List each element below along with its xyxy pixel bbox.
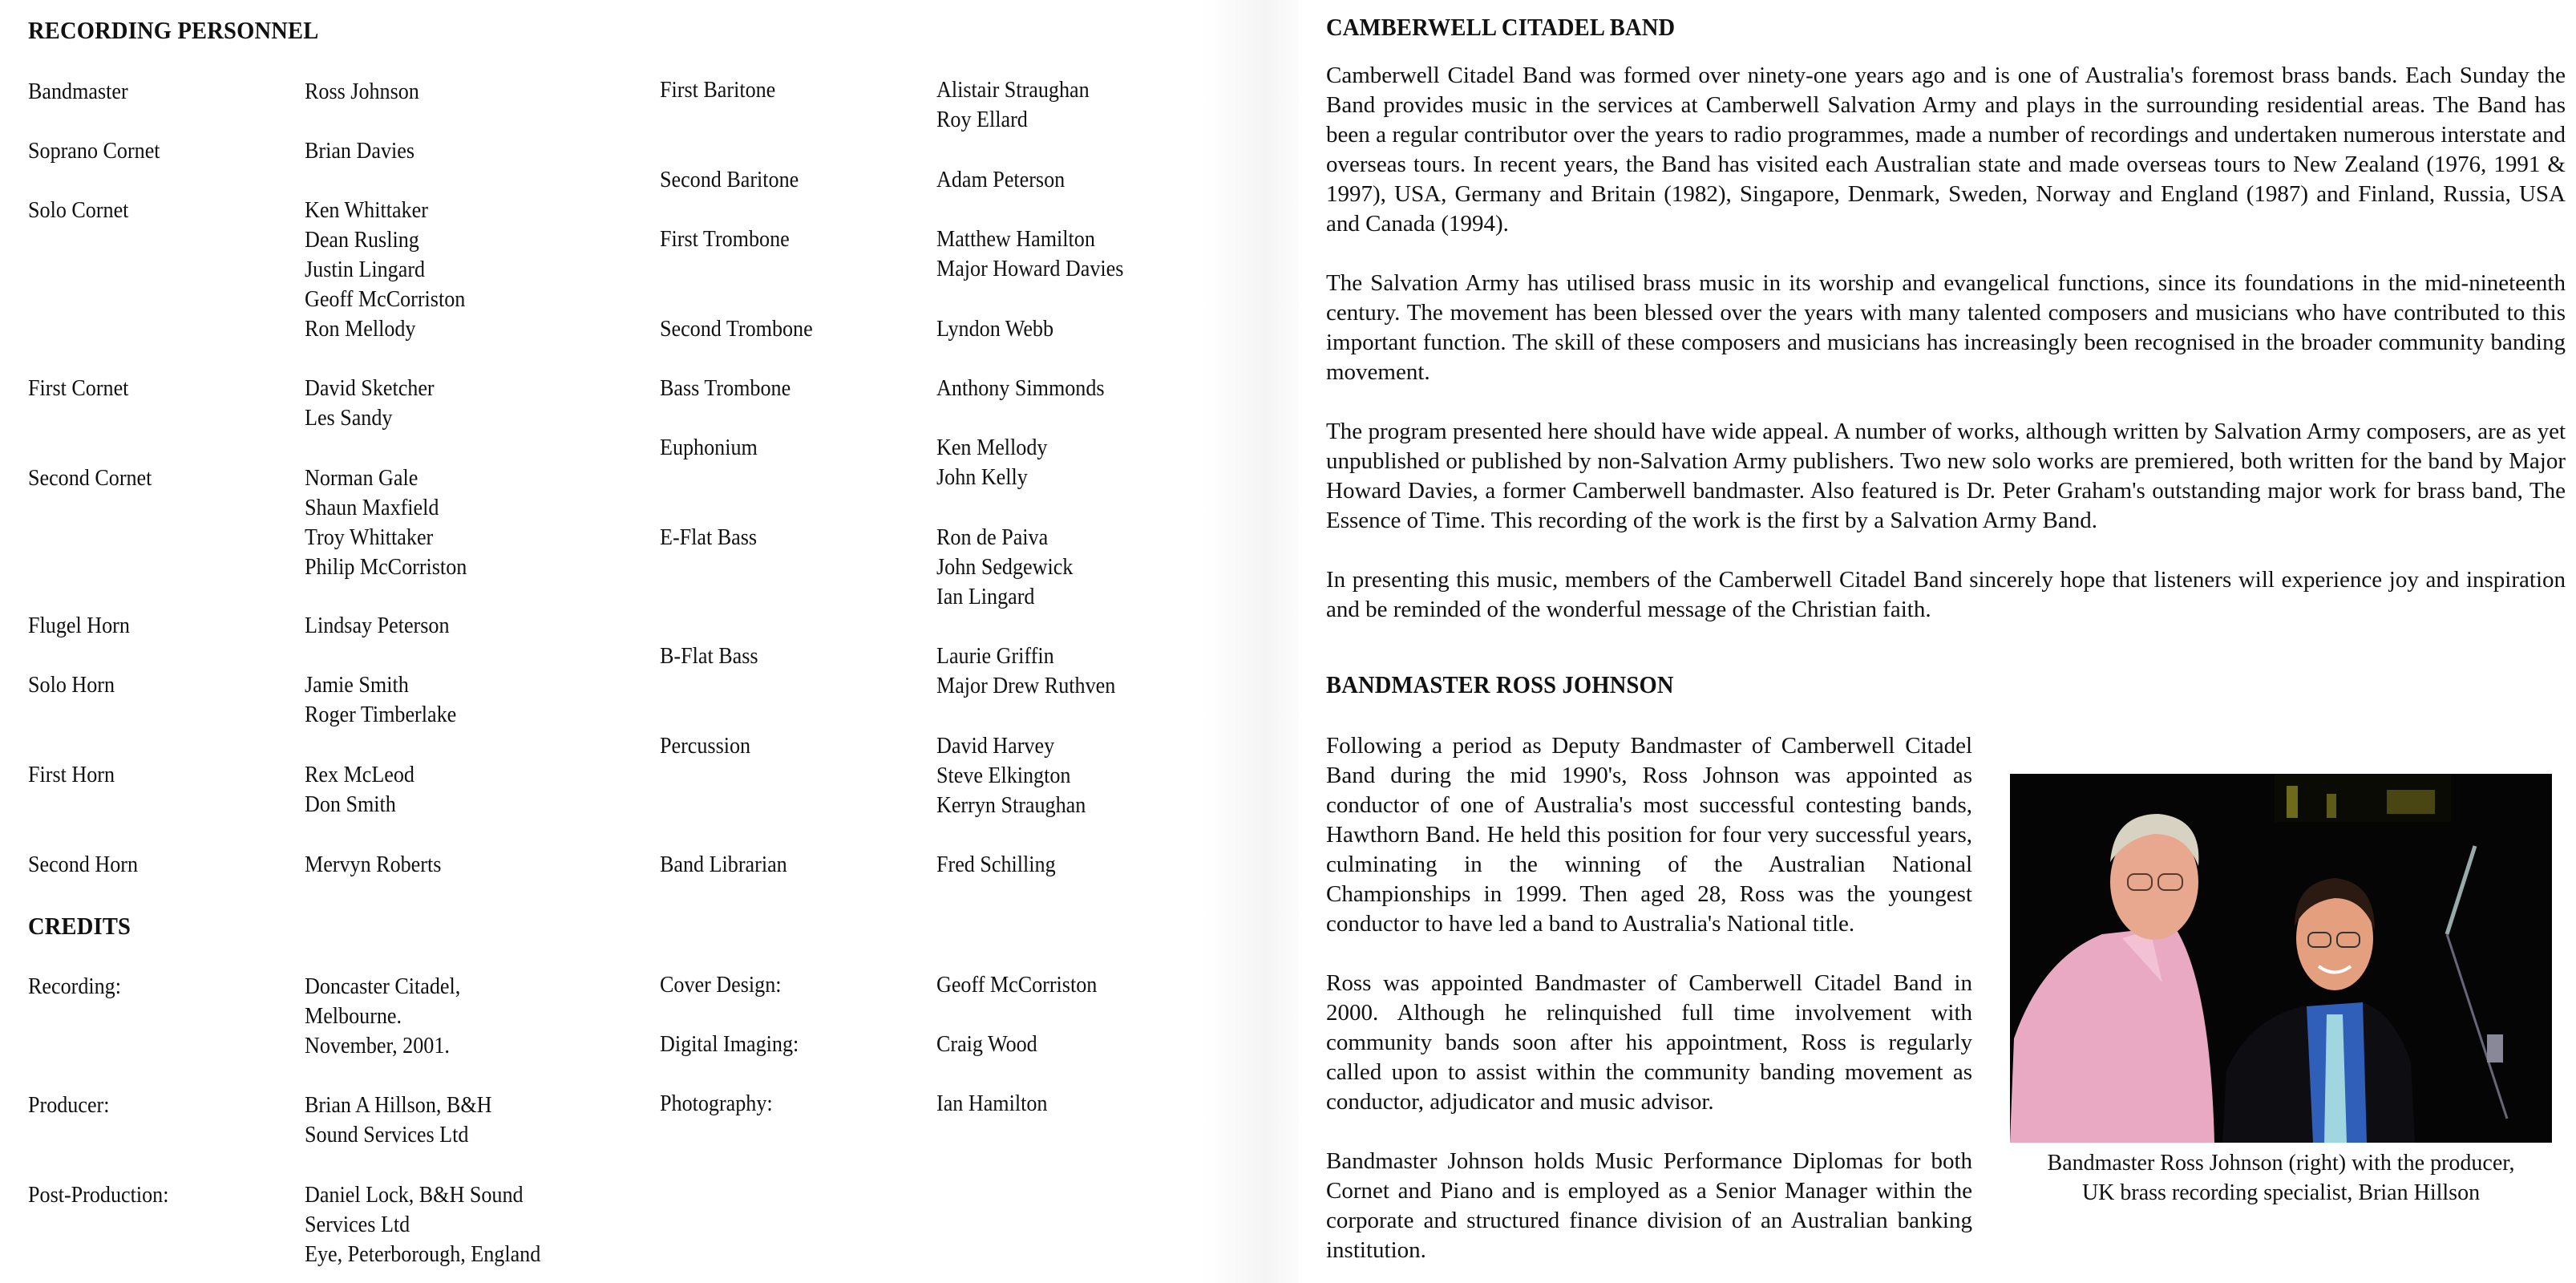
person-name: Fred Schilling — [936, 852, 1056, 877]
photo-illustration — [2010, 774, 2552, 1143]
camberwell-citadel-band-heading: CAMBERWELL CITADEL BAND — [1326, 13, 1676, 41]
role-label: Second Horn — [28, 852, 139, 877]
name-list — [936, 314, 1066, 344]
caption-line-2: UK brass recording specialist, Brian Hillson — [2081, 1180, 2481, 1205]
person-name: David Harvey — [936, 733, 1055, 759]
name-list — [936, 225, 1144, 284]
name-list — [305, 972, 478, 1061]
band-paragraph: Camberwell Citadel Band was formed over ninety-one years ago and is one of Australia's foremost brass bands. Each Sunday the Band provides music in the services at Camberwell Salvation Army and plays in the surrounding residential areas. The Band has been a regular contributor over the years to radio programmes, made a number of recordings and undertaken numerous interstate and overseas tours. In recent years, the Band has visited each Australian state and made overseas tours to New Zealand (1976, 1991 & 1997), USA, Germany and Britain (1982), Singapore, Denmark, Sweden, Norway and England (1987) and Finland, Russia, USA and Canada (1994). — [1326, 63, 2566, 237]
person-name: Roger Timberlake — [305, 702, 457, 727]
person-name: Laurie Griffin — [936, 643, 1054, 669]
name-list — [936, 75, 1106, 135]
person-name: Geoff McCorriston — [305, 286, 466, 312]
role-label: Bandmaster — [28, 79, 128, 104]
role-label: Recording: — [28, 973, 121, 999]
role-label: Digital Imaging: — [660, 1031, 799, 1057]
name-list — [305, 1091, 512, 1150]
person-name: Ross Johnson — [305, 79, 419, 104]
role-label: Producer: — [28, 1092, 110, 1118]
role-label: Post-Production: — [28, 1182, 169, 1208]
person-name: Ron de Paiva — [936, 524, 1049, 550]
role-label: First Trombone — [660, 226, 790, 252]
person-name: John Sedgewick — [936, 554, 1074, 580]
role-label: Percussion — [660, 733, 751, 759]
name-list — [936, 642, 1135, 701]
person-name: David Sketcher — [305, 375, 435, 401]
band-paragraph: The Salvation Army has utilised brass music in its worship and evangelical functions, since its foundations in the mid-nineteenth century. The movement has been blessed over the years with many talented composers and musicians who have contributed to this important function. The skill of these composers and musicians has increasingly been recognised in the broader community banding movement. — [1326, 270, 2566, 385]
person-name: Jamie Smith — [305, 672, 409, 698]
name-list — [936, 1030, 1049, 1059]
person-name: Ian Hamilton — [936, 1091, 1048, 1116]
role-label: Flugel Horn — [28, 613, 130, 638]
person-name: Alistair Straughan — [936, 77, 1090, 103]
bio-paragraph: Following a period as Deputy Bandmaster of Camberwell Citadel Band during the mid 1990's, Ross Johnson was appointed as conductor of one of Australia's most successful contesting bands, Hawthorn Band. He held this position for four very successful years, culminating in the winning of the Australian National Championships in 1999. Then aged 28, Ross was the youngest conductor to have led a band to Australia's National title. — [1326, 733, 1972, 937]
person-name: Brian A Hillson, B&H — [305, 1092, 492, 1118]
name-list — [305, 670, 473, 730]
person-name: Kerryn Straughan — [936, 792, 1086, 818]
role-label: First Cornet — [28, 375, 129, 401]
person-name: Ken Whittaker — [305, 197, 428, 223]
name-list — [305, 136, 427, 166]
person-name: Roy Ellard — [936, 107, 1028, 132]
person-name: November, 2001. — [305, 1033, 450, 1058]
band-paragraph: The program presented here should have wide appeal. A number of works, although written by Salvation Army composers, are as yet unpublished or published by non-Salvation Army publishers. Two new solo works are premiered, both written for the band by Major Howard Davies, a former Camberwell bandmaster. Also featured is Dr. Peter Graham's outstanding major work for brass band, The Essence of Time. This recording of the work is the first by a Salvation Army Band. — [1326, 419, 2566, 533]
name-list — [305, 463, 485, 582]
person-name: Eye, Peterborough, England — [305, 1241, 541, 1267]
person-name: Doncaster Citadel, — [305, 973, 461, 999]
name-list — [936, 731, 1102, 820]
role-label: B-Flat Bass — [660, 643, 758, 669]
role-label: Solo Cornet — [28, 197, 129, 223]
name-list — [936, 165, 1079, 195]
role-label: Photography: — [660, 1091, 773, 1116]
name-list — [936, 523, 1088, 612]
role-label: E-Flat Bass — [660, 524, 758, 550]
person-name: Justin Lingard — [305, 257, 426, 282]
person-name: Anthony Simmonds — [936, 375, 1105, 401]
name-list — [936, 374, 1123, 403]
bio-paragraph: Bandmaster Johnson holds Music Performance Diplomas for both Cornet and Piano and is employed as a Senior Manager within the corporate and structured finance division of an Australian banking institution. — [1326, 1148, 1972, 1263]
person-name: Rex McLeod — [305, 762, 415, 787]
role-label: Soprano Cornet — [28, 138, 160, 164]
caption-line-1: Bandmaster Ross Johnson (right) with the producer, — [2047, 1151, 2515, 1176]
person-name: Mervyn Roberts — [305, 852, 442, 877]
person-name: Major Drew Ruthven — [936, 673, 1116, 698]
role-label: Second Baritone — [660, 167, 799, 192]
person-name: Don Smith — [305, 791, 396, 817]
recording-personnel-heading: RECORDING PERSONNEL — [28, 16, 319, 44]
person-name: Ken Mellody — [936, 435, 1048, 460]
bandmaster-bio — [1326, 731, 1972, 1265]
person-name: Major Howard Davies — [936, 256, 1124, 281]
person-name: Shaun Maxfield — [305, 495, 439, 520]
person-name: Dean Rusling — [305, 227, 419, 253]
person-name: Craig Wood — [936, 1031, 1037, 1057]
person-name: Sound Services Ltd — [305, 1122, 469, 1147]
name-list — [936, 970, 1115, 1000]
person-name: Philip McCorriston — [305, 554, 467, 580]
person-name: Lindsay Peterson — [305, 613, 450, 638]
role-label: First Horn — [28, 762, 115, 787]
person-name: Melbourne. — [305, 1003, 402, 1029]
role-label: Cover Design: — [660, 972, 782, 998]
role-label: Euphonium — [660, 435, 758, 460]
person-name: Daniel Lock, B&H Sound — [305, 1182, 524, 1208]
person-name: Geoff McCorriston — [936, 972, 1098, 998]
name-list — [305, 1180, 567, 1269]
bio-paragraph: Ross was appointed Bandmaster of Camberwell Citadel Band in 2000. Although he relinquished full time involvement with community bands soon after his appointment, Ross is regularly called upon to assist within the community banding movement as conductor, adjudicator and music advisor. — [1326, 970, 1972, 1115]
name-list — [305, 850, 456, 880]
name-list — [305, 196, 483, 344]
name-list — [305, 611, 466, 641]
role-label: First Baritone — [660, 77, 776, 103]
role-label: Second Cornet — [28, 465, 152, 491]
name-list — [305, 77, 432, 107]
photo-caption — [1996, 1148, 2566, 1208]
person-name: Services Ltd — [305, 1212, 410, 1237]
person-name: Matthew Hamilton — [936, 226, 1095, 252]
person-name: John Kelly — [936, 464, 1028, 490]
person-name: Ron Mellody — [305, 316, 416, 342]
role-label: Band Librarian — [660, 852, 787, 877]
band-paragraph: In presenting this music, members of the Camberwell Citadel Band sincerely hope that listeners will experience joy and inspiration and be reminded of the wonderful message of the Christian faith. — [1326, 567, 2566, 622]
person-name: Brian Davies — [305, 138, 415, 164]
name-list — [936, 433, 1060, 492]
bandmaster-producer-photo — [2010, 774, 2552, 1143]
name-list — [305, 760, 427, 820]
person-name: Les Sandy — [305, 405, 393, 431]
role-label: Solo Horn — [28, 672, 115, 698]
role-label: Bass Trombone — [660, 375, 791, 401]
band-article — [1326, 61, 2566, 625]
person-name: Troy Whittaker — [305, 524, 434, 550]
person-name: Steve Elkington — [936, 763, 1071, 788]
person-name: Adam Peterson — [936, 167, 1066, 192]
bandmaster-ross-johnson-heading: BANDMASTER ROSS JOHNSON — [1326, 670, 1674, 698]
person-name: Lyndon Webb — [936, 316, 1054, 342]
name-list — [305, 374, 449, 433]
page-gutter — [1203, 0, 1315, 1283]
name-list — [936, 850, 1069, 880]
person-name: Norman Gale — [305, 465, 419, 491]
name-list — [936, 1089, 1060, 1119]
person-name: Ian Lingard — [936, 584, 1035, 609]
role-label: Second Trombone — [660, 316, 813, 342]
credits-heading: CREDITS — [28, 912, 131, 940]
